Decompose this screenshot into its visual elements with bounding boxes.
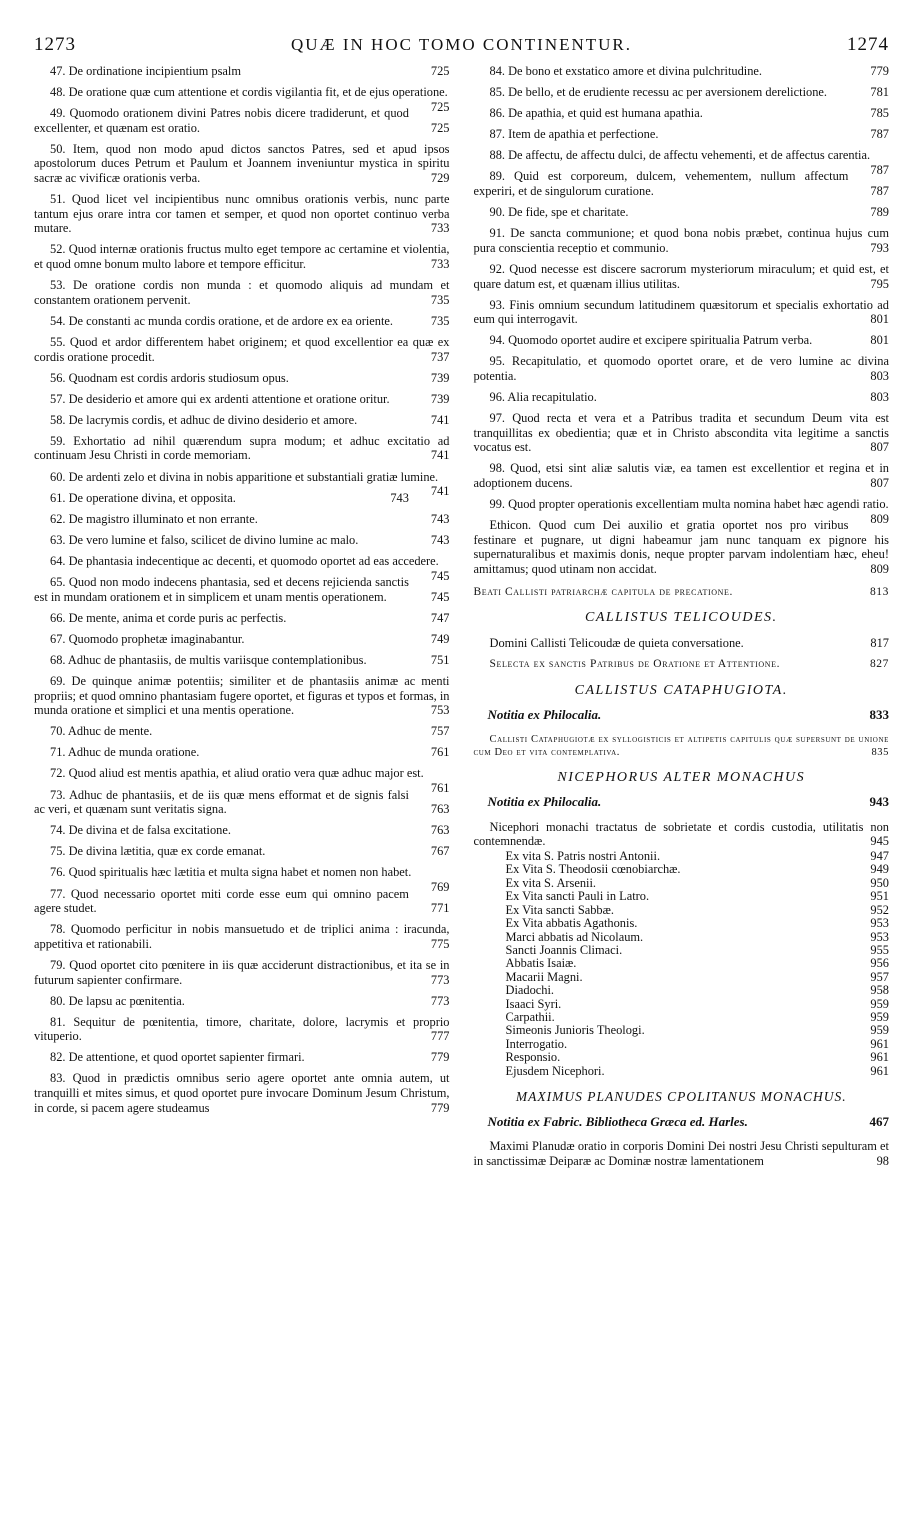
index-entry-page: 735	[430, 313, 450, 328]
index-entry	[34, 192, 450, 236]
index-entry-page: 739	[430, 370, 450, 385]
index-entry-text: 55. Quod et ardor differentem habet originem; et quod excellentior ea quæ ex cordis oratione procedit.	[34, 334, 450, 364]
index-entry-text: 54. De constanti ac munda cordis oratione, et de ardore ex ea oriente.	[50, 313, 394, 328]
index-entry-text: 53. De oratione cordis non munda : et quomodo aliquis ad mundam et constantem orationem pervenit.	[34, 278, 450, 307]
index-entry-page: 773	[430, 972, 450, 987]
index-entry	[474, 497, 890, 526]
index-entry-text: 75. De divina lætitia, quæ ex corde emanat.	[50, 844, 266, 859]
sub-list-item-page: 959	[870, 1009, 889, 1024]
index-entry-page: 763	[430, 823, 450, 838]
sub-list-item-page: 949	[870, 862, 889, 877]
index-entry-page: 745	[430, 589, 450, 604]
sub-list-item	[506, 1051, 890, 1064]
sub-list-item	[506, 957, 890, 970]
page-number-left: 1273	[34, 34, 76, 55]
index-entry-text: 56. Quodnam est cordis ardoris studiosum opus.	[50, 370, 289, 385]
index-entry-text: 99. Quod propter operationis excellentiam multa nomina habet hæc agendi ratio.	[489, 497, 889, 512]
index-entry-text: 50. Item, quod non modo apud dictos sanctos Patres, sed et apud ipsos apostolorum duces Petrum et Paulum et Joannem inveniuntur mystica in spiritu sacræ ac vivificæ orationis verba.	[34, 141, 450, 186]
index-entry	[34, 844, 450, 859]
index-entry-text: 57. De desiderio et amore qui ex ardenti attentione et oratione oritur.	[50, 391, 390, 406]
index-entry-page: 807	[870, 440, 889, 455]
index-entry	[474, 262, 890, 291]
index-entry-text: 81. Sequitur de pœnitentia, timore, charitate, dolore, lacrymis et proprio vituperio.	[34, 1014, 450, 1044]
index-entry-page: 725	[430, 64, 450, 78]
sub-list-item-page: 953	[870, 916, 889, 931]
sub-list-item	[506, 877, 890, 890]
index-entry	[474, 148, 890, 177]
index-entry-page: 787	[870, 184, 889, 199]
index-entry	[34, 64, 450, 79]
index-entry-page: 807	[870, 476, 889, 491]
index-entry	[34, 674, 450, 718]
sub-list-item-text: Macarii Magni.	[505, 969, 583, 984]
index-entry	[34, 632, 450, 647]
index-entry	[34, 142, 450, 186]
index-entry-text: 93. Finis omnium secundum latitudinem quæsitorum et specialis exhortatio ad eum qui interrogavit.	[473, 297, 889, 327]
nicephorus-tractatus-entry	[474, 820, 890, 849]
index-entry	[474, 354, 890, 383]
index-entry	[34, 745, 450, 760]
notitia-planudes	[474, 1115, 890, 1130]
index-entry	[34, 553, 450, 583]
beati-page: 813	[869, 585, 889, 598]
sub-list-item	[506, 1024, 890, 1037]
index-entry-text: 49. Quomodo orationem divini Patres nobis dicere tradiderunt, et quod excellenter, et quænam est oratio.	[34, 106, 409, 135]
index-entry	[34, 575, 450, 604]
index-entry-text: 65. Quod non modo indecens phantasia, sed et decens rejicienda sanctis est in mundam orationem et in simplicem et unam mentis operationem.	[34, 575, 409, 604]
index-entry	[34, 434, 450, 463]
cataphugiota-entry-page: 835	[871, 746, 889, 758]
index-entry-page: 729	[430, 171, 450, 186]
ethicon-page: 809	[870, 562, 889, 577]
index-entry	[34, 85, 450, 114]
notitia-cataphugiota	[474, 708, 890, 723]
index-entry	[474, 64, 890, 79]
cataphugiota-entry	[474, 733, 890, 759]
index-entry-page: 761	[430, 745, 450, 760]
sub-list-item	[506, 971, 890, 984]
index-entry-page: 801	[870, 312, 889, 327]
index-entry-page: 775	[430, 936, 450, 951]
index-entry-page: 737	[430, 349, 450, 364]
index-entry	[34, 724, 450, 739]
planudes-entry	[474, 1139, 890, 1168]
index-entry-text: 87. Item de apathia et perfectione.	[489, 127, 659, 142]
page-header	[34, 34, 889, 60]
sub-list-item	[506, 1038, 890, 1051]
index-entry	[34, 1071, 450, 1115]
sub-list-item	[506, 850, 890, 863]
two-column-index	[34, 64, 889, 1175]
telicoudes-entry-text: Domini Callisti Telicoudæ de quieta conversatione.	[489, 635, 744, 650]
index-entry-page: 733	[430, 257, 450, 272]
ethicon-text: Ethicon. Quod cum Dei auxilio et gratia oportet nos pro viribus festinare et pugnare, ut digni habeamur jam nunc tanquam ex pignore his supernaturalibus et maximis donis, neque propter parvam indolentiam hæc, eheu! amittamus; quod utinam non accidat.	[473, 518, 889, 577]
index-entry-text: 80. De lapsu ac pœnitentia.	[50, 993, 185, 1008]
notitia-nicephorus-page: 943	[869, 794, 889, 810]
sub-list-item	[506, 890, 890, 903]
index-entry	[474, 226, 890, 255]
sub-list-item	[506, 984, 890, 997]
index-entry	[474, 390, 890, 405]
index-entry-text: 62. De magistro illuminato et non errante.	[50, 511, 258, 526]
index-entry-page: 779	[430, 1100, 450, 1115]
index-entry-page: 747	[430, 610, 450, 625]
index-entry-page: 773	[430, 993, 450, 1008]
index-entry-page: 725	[430, 120, 450, 135]
index-entry	[34, 887, 450, 916]
index-entry	[34, 1050, 450, 1065]
index-entry-text: 97. Quod recta et vera et a Patribus tradita et secundum Deum vita est tranquillitas ex obedientia; quæ et in Christo abscondita vita legitime a sanctis vocatus est.	[473, 411, 889, 455]
index-entry	[34, 392, 450, 407]
index-entry	[34, 653, 450, 668]
index-entry	[474, 333, 890, 348]
index-entry-text: 84. De bono et exstatico amore et divina pulchritudine.	[489, 64, 763, 78]
section-heading-nicephorus: NICEPHORUS ALTER MONACHUS	[557, 769, 806, 785]
planudes-entry-text: Maximi Planudæ oratio in corporis Domini Dei nostri Jesu Christi sepulturam et in sanctissimæ Deiparæ ac Dominæ nostræ lamentationem	[473, 1139, 889, 1168]
index-entry-page: 743	[430, 532, 450, 547]
index-entry-page: 749	[430, 631, 450, 646]
index-entry-text: 94. Quomodo oportet audire et excipere spiritualia Patrum verba.	[489, 333, 813, 348]
sub-list-item-page: 959	[870, 1023, 889, 1038]
index-entry-page: 801	[870, 333, 889, 348]
sub-list-item-text: Ex Vita abbatis Agathonis.	[505, 916, 638, 931]
beati-entry	[474, 585, 890, 600]
telicoudes-entry	[474, 636, 890, 651]
sub-list-item-text: Abbatis Isaiæ.	[505, 956, 577, 971]
sub-list-item-text: Sancti Joannis Climaci.	[505, 942, 623, 957]
index-entry-text: 98. Quod, etsi sint aliæ salutis viæ, ea tamen est excellentior et regina et in adoptionem ducens.	[473, 461, 889, 491]
sub-list-item-text: Ejusdem Nicephori.	[505, 1063, 605, 1078]
index-entry-page: 777	[430, 1029, 450, 1044]
index-entry	[474, 461, 890, 490]
index-entry	[474, 411, 890, 455]
sub-list-item-page: 955	[870, 942, 889, 957]
index-entry-text: 59. Exhortatio ad nihil quærendum supra modum; et adhuc excitatio ad continuam Jesu Christi in corde memoriam.	[34, 433, 450, 463]
sub-list-item-page: 961	[870, 1050, 889, 1065]
index-entry-page: 785	[870, 106, 889, 121]
index-entry-text: 66. De mente, anima et corde puris ac perfectis.	[50, 610, 287, 625]
index-entry	[34, 314, 450, 329]
index-entry	[34, 958, 450, 987]
index-entry-page: 741	[430, 484, 450, 499]
index-entry-page: 733	[430, 221, 450, 236]
sub-list-item-text: Ex vita S. Arsenii.	[505, 875, 597, 890]
index-entry-page: 803	[870, 369, 889, 383]
index-entry	[34, 1015, 450, 1044]
ethicon-entry	[474, 518, 890, 576]
index-entry-text: 72. Quod aliud est mentis apathia, et aliud oratio vera quæ adhuc major est.	[50, 766, 424, 781]
selecta-entry-text: Selecta ex sanctis Patribus de Oratione et Attentione.	[489, 657, 781, 670]
sub-list-item	[506, 1065, 890, 1078]
index-entry	[34, 823, 450, 838]
index-entry-text: 77. Quod necessario oportet miti corde esse eum qui omnino pacem agere studet.	[34, 886, 409, 916]
sub-list-item	[506, 1011, 890, 1024]
notitia-planudes-text: Notitia ex Fabric. Bibliotheca Græca ed. Harles.	[487, 1113, 748, 1129]
index-entry	[34, 106, 450, 135]
sub-list-item-page: 957	[870, 969, 889, 984]
index-entry-page: 803	[870, 390, 889, 405]
index-entry-page: 743	[430, 511, 450, 526]
index-entry-text: 85. De bello, et de erudiente recessu ac per aversionem derelictione.	[489, 85, 827, 100]
index-entry	[34, 491, 450, 506]
index-entry-text: 67. Quomodo prophetæ imaginabantur.	[50, 631, 245, 646]
sub-list-item-page: 947	[870, 849, 889, 864]
section-heading-telicoudes: CALLISTUS TELICOUDES.	[584, 610, 778, 626]
index-entry-text: 74. De divina et de falsa excitatione.	[50, 823, 231, 838]
section-heading-planudes: MAXIMUS PLANUDES CPOLITANUS MONACHUS.	[515, 1088, 847, 1104]
sub-list-item-page: 961	[870, 1063, 889, 1078]
index-entry	[474, 127, 890, 142]
index-entry	[34, 512, 450, 527]
index-entry-page: 771	[430, 901, 450, 916]
index-entry-page: 809	[870, 511, 889, 526]
index-entry-page: 795	[870, 276, 889, 291]
index-entry-page: 725	[430, 99, 450, 114]
index-entry-page: 763	[430, 802, 450, 817]
sub-list-item	[506, 917, 890, 930]
sub-list-item-text: Ex Vita S. Theodosii cœnobiarchæ.	[505, 862, 681, 877]
sub-list-item-text: Isaaci Syri.	[505, 996, 562, 1011]
index-entry	[474, 205, 890, 220]
index-entry-page: 739	[430, 391, 450, 406]
sub-list-item-text: Responsio.	[505, 1050, 561, 1065]
sub-list-item-page: 951	[870, 889, 889, 904]
index-entry-page: 741	[430, 448, 450, 463]
telicoudes-entry-page: 817	[870, 635, 889, 650]
index-entry-page: 779	[870, 64, 889, 78]
sub-list-item	[506, 904, 890, 917]
index-entry-text: 52. Quod internæ orationis fructus multo eget tempore ac certamine et violentia, et quod omne bonum multo labore et tempore efficitur.	[34, 242, 450, 272]
notitia-nicephorus-text: Notitia ex Philocalia.	[487, 794, 602, 810]
index-entry	[34, 413, 450, 428]
sub-list-item-text: Marci abbatis ad Nicolaum.	[505, 929, 644, 944]
planudes-entry-page: 98	[876, 1153, 889, 1168]
notitia-nicephorus	[474, 795, 890, 810]
index-entry	[34, 994, 450, 1009]
sub-list-item	[506, 863, 890, 876]
index-entry	[474, 169, 890, 198]
index-entry-text: 70. Adhuc de mente.	[50, 724, 153, 739]
index-entry-text: 95. Recapitulatio, et quomodo oportet orare, et de vero lumine ac divina potentia.	[473, 354, 889, 383]
index-entry	[474, 106, 890, 121]
sub-list-item-text: Simeonis Junioris Theologi.	[505, 1023, 645, 1038]
section-heading-cataphugiota: CALLISTUS CATAPHUGIOTA.	[574, 682, 788, 698]
index-entry	[34, 242, 450, 271]
index-entry	[34, 335, 450, 364]
index-entry	[474, 298, 890, 327]
index-entry-text: 86. De apathia, et quid est humana apathia.	[489, 106, 703, 121]
index-entry-text: 91. De sancta communione; et quod bona nobis præbet, continua hujus cum pura conscientia receptio et communio.	[473, 226, 889, 255]
sub-list-item-text: Ex vita S. Patris nostri Antonii.	[505, 849, 661, 864]
sub-list-item-page: 950	[870, 875, 889, 890]
index-entry-page: 793	[870, 240, 889, 255]
index-entry	[34, 922, 450, 951]
index-entry-text: 92. Quod necesse est discere sacrorum mysteriorum miraculum; et quid est, et quare datum est, et quænam illius utilitas.	[473, 261, 889, 291]
sub-list-item-page: 956	[870, 956, 889, 971]
index-entry-page: 745	[430, 568, 450, 583]
index-entry-page: 787	[870, 127, 889, 142]
index-entry-text: 58. De lacrymis cordis, et adhuc de divino desiderio et amore.	[50, 412, 358, 427]
index-entry-page: 757	[430, 724, 450, 739]
index-entry-text: 64. De phantasia indecentique ac decenti, et quomodo oportet ad eas accedere.	[50, 553, 439, 568]
sub-list-item-page: 958	[870, 983, 889, 998]
index-entry-page: 781	[870, 85, 889, 100]
sub-list-item	[506, 944, 890, 957]
right-column	[474, 64, 890, 1175]
nicephorus-tractatus-text: Nicephori monachi tractatus de sobrietate et cordis custodia, utilitatis non contemnendæ.	[473, 819, 889, 849]
sub-list-item-page: 961	[870, 1036, 889, 1051]
index-entry	[474, 85, 890, 100]
index-entry-text: 79. Quod oportet cito pœnitere in iis quæ acciderunt distractionibus, et ita se in futurum sapienter confirmare.	[34, 957, 450, 987]
sub-list-item-text: Interrogatio.	[505, 1036, 568, 1051]
index-entry-text: 60. De ardenti zelo et divina in nobis apparitione et substantiali gratiæ lumine.	[50, 469, 439, 484]
left-column	[34, 64, 450, 1175]
index-entry	[34, 788, 450, 817]
index-entry	[34, 766, 450, 796]
index-entry-text: 89. Quid est corporeum, dulcem, vehementem, nullum affectum experiri, et de singulorum curatione.	[473, 169, 849, 199]
index-entry-text: 73. Adhuc de phantasiis, et de iis quæ mens efformat et de signis falsi ac veri, et quænam sunt veritatis signa.	[34, 787, 409, 817]
beati-text: Beati Callisti patriarchæ capitula de precatione.	[473, 585, 733, 598]
sub-list-item-page: 953	[870, 929, 889, 944]
sub-list-item-page: 959	[870, 996, 889, 1011]
index-entry-text: 96. Alia recapitulatio.	[489, 390, 597, 405]
index-entry-page: 735	[430, 292, 450, 307]
sub-list-item-text: Ex Vita sancti Pauli in Latro.	[505, 889, 650, 904]
index-entry	[34, 611, 450, 626]
index-entry-text: 51. Quod licet vel incipientibus nunc omnibus orationis verbis, nunc parte tantum ejus orare intra cor tamen et semper, et quod non oportet continuo verba mutare.	[34, 192, 450, 236]
index-entry	[34, 278, 450, 307]
index-entry	[34, 371, 450, 386]
index-entry-text: 47. De ordinatione incipientium psalm	[50, 64, 241, 78]
nicephorus-sub-list	[474, 850, 890, 1078]
index-entry-text: 69. De quinque animæ potentiis; similiter et de phantasiis animæ ac menti propriis; et quod omnino phantasiam fugere oportet, et figuras et typos et formas, in munda oratione et simplici et una mentis operatione.	[34, 674, 450, 718]
notitia-planudes-page: 467	[869, 1113, 889, 1129]
sub-list-item-text: Ex Vita sancti Sabbæ.	[505, 902, 614, 917]
sub-list-item	[506, 998, 890, 1011]
index-entry-text: 76. Quod spiritualis hæc lætitia et multa signa habet et nomen non habet.	[50, 865, 412, 880]
index-entry-page: 779	[430, 1050, 450, 1065]
sub-list-item-text: Diadochi.	[505, 983, 555, 998]
sub-list-item-text: Carpathii.	[505, 1009, 555, 1024]
nicephorus-tractatus-page: 945	[870, 834, 889, 849]
index-entry-page: 787	[870, 162, 889, 177]
selecta-entry-page: 827	[869, 657, 889, 670]
index-entry-text: 63. De vero lumine et falso, scilicet de divino lumine ac malo.	[50, 532, 359, 547]
index-entry-page: 741	[430, 412, 450, 427]
index-entry-page: 769	[430, 880, 450, 895]
index-entry-page: 751	[430, 652, 450, 667]
index-entry-text: 83. Quod in prædictis omnibus serio agere oportet ante omnia autem, ut tranquilli et mites simus, et quod oportet pure invocare Dominum Jesum Christum, in corde, si pacem agere studeamus	[34, 1071, 450, 1115]
notitia-cataphugiota-page: 833	[869, 707, 889, 723]
index-entry-text: 90. De fide, spe et charitate.	[489, 205, 629, 220]
index-entry-page: 761	[430, 781, 450, 796]
index-entry	[34, 533, 450, 548]
cataphugiota-entry-text: Callisti Cataphugiotæ ex syllogisticis et altipetis capitulis quæ supersunt de unione cum Deo et vita contemplativa.	[473, 733, 889, 758]
index-entry-page: 743	[390, 490, 409, 505]
index-entry-page: 767	[430, 844, 450, 859]
index-entry-text: 48. De oratione quæ cum attentione et cordis vigilantia fit, et de ejus operatione.	[50, 85, 448, 100]
index-entry-text: 61. De operatione divina, et opposita.	[50, 490, 236, 505]
selecta-entry	[474, 657, 890, 672]
index-entry	[34, 865, 450, 895]
index-entry-text: 82. De attentione, et quod oportet sapienter firmari.	[50, 1050, 305, 1065]
index-entry-page: 753	[430, 703, 450, 718]
index-entry-page: 789	[870, 205, 889, 220]
page-title: QUÆ IN HOC TOMO CONTINENTUR.	[290, 35, 633, 54]
index-entry-text: 78. Quomodo perficitur in nobis mansuetudo et de triplici anima : iracunda, appetitiva et rationabili.	[34, 922, 450, 951]
sub-list-item	[506, 931, 890, 944]
page-number-right: 1274	[846, 34, 889, 55]
index-entry-text: 68. Adhuc de phantasiis, de multis variisque contemplationibus.	[50, 652, 367, 667]
right-column-entries	[473, 64, 890, 526]
index-entry-text: 71. Adhuc de munda oratione.	[50, 745, 200, 760]
index-entry-text: 88. De affectu, de affectu dulci, de affectu vehementi, et de affectus carentia.	[489, 148, 871, 163]
notitia-cataphugiota-text: Notitia ex Philocalia.	[487, 707, 602, 723]
sub-list-item-page: 952	[870, 902, 889, 917]
